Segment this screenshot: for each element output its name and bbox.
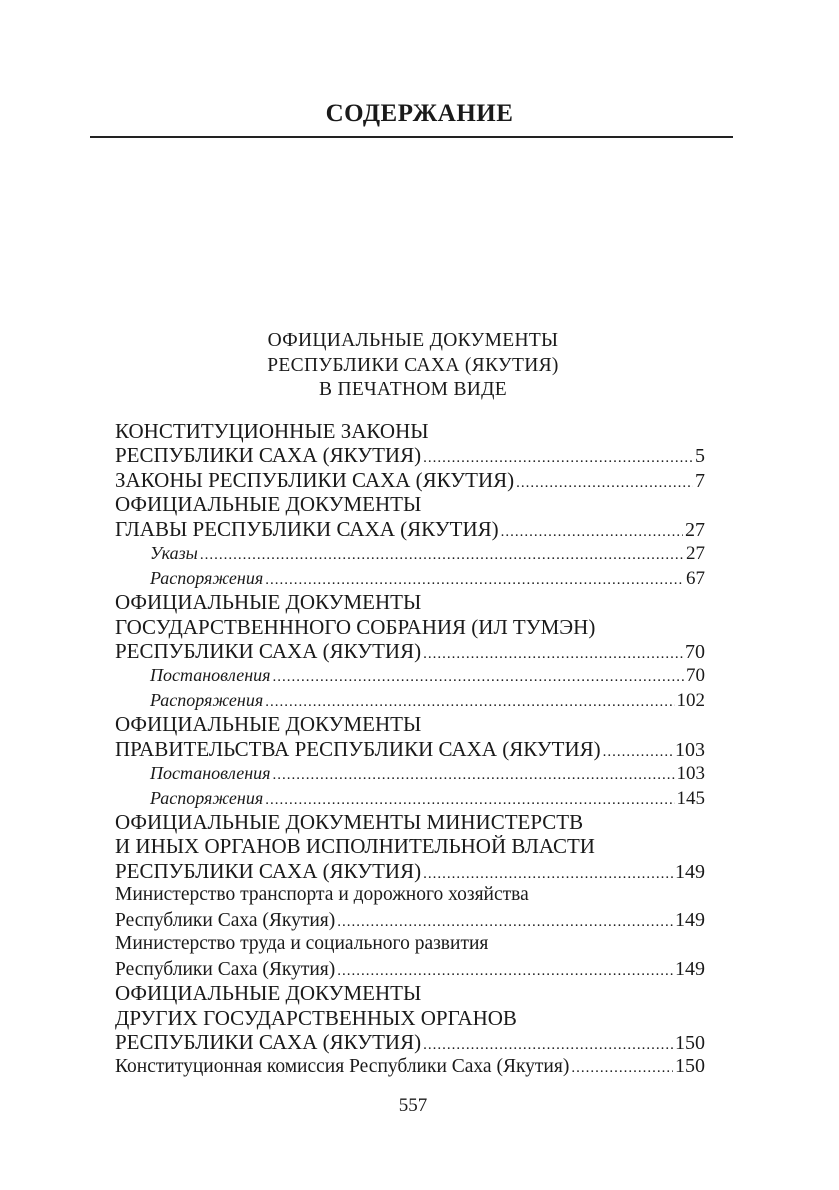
toc-entry[interactable] [115, 1054, 705, 1078]
toc-entry-page: 67 [686, 567, 705, 589]
heading-line: РЕСПУБЛИКИ САХА (ЯКУТИЯ) [267, 354, 559, 376]
toc-entry[interactable] [115, 859, 705, 883]
toc-entry-label: РЕСПУБЛИКИ САХА (ЯКУТИЯ) [115, 638, 422, 663]
dot-leader [516, 471, 693, 495]
toc-entry-label: ПРАВИТЕЛЬСТВА РЕСПУБЛИКИ САХА (ЯКУТИЯ) [115, 736, 601, 761]
toc-entry[interactable] [115, 786, 705, 810]
toc-entry-label: Постановления [150, 763, 271, 784]
toc-entry [115, 419, 705, 443]
toc-entry-label: ОФИЦИАЛЬНЫЕ ДОКУМЕНТЫ [115, 590, 422, 615]
toc-entry-label: Указы [150, 543, 198, 564]
toc-entry [115, 834, 705, 858]
toc-entry-page: 27 [686, 543, 705, 565]
toc-entry[interactable] [115, 468, 705, 492]
toc-entry-page: 150 [675, 1055, 705, 1078]
toc-entry-label: ГЛАВЫ РЕСПУБЛИКИ САХА (ЯКУТИЯ) [115, 516, 499, 541]
toc-entry [115, 932, 705, 956]
heading-line: ОФИЦИАЛЬНЫЕ ДОКУМЕНТЫ [267, 330, 559, 351]
toc-entry-label: ЗАКОНЫ РЕСПУБЛИКИ САХА (ЯКУТИЯ) [115, 467, 515, 492]
toc-entry-page: 5 [695, 445, 705, 468]
toc-entry-page: 150 [675, 1031, 705, 1054]
toc-entry-label: ОФИЦИАЛЬНЫЕ ДОКУМЕНТЫ [115, 981, 422, 1006]
toc-entry-page: 70 [685, 640, 705, 663]
table-of-contents [115, 419, 705, 1079]
dot-leader [337, 910, 673, 934]
page-number: 557 [398, 1095, 428, 1116]
toc-entry-page: 7 [695, 469, 705, 492]
toc-entry[interactable] [115, 908, 705, 932]
dot-leader [423, 1033, 673, 1057]
toc-entry-label: Конституционная комиссия Республики Саха (Якутия) [115, 1056, 570, 1078]
toc-entry [115, 883, 705, 907]
dot-leader [423, 642, 683, 666]
toc-entry-label: ГОСУДАРСТВЕНННОГО СОБРАНИЯ (ИЛ ТУМЭН) [115, 614, 596, 639]
dot-leader [501, 520, 683, 544]
toc-entry[interactable] [115, 957, 705, 981]
toc-entry[interactable] [115, 663, 705, 687]
toc-entry-label: ОФИЦИАЛЬНЫЕ ДОКУМЕНТЫ МИНИСТЕРСТВ [115, 810, 584, 834]
dot-leader [265, 788, 674, 812]
toc-entry-page: 149 [675, 957, 705, 980]
toc-entry [115, 712, 705, 736]
toc-entry-page: 103 [676, 763, 705, 785]
toc-entry-page: 149 [675, 860, 705, 883]
heading-line: В ПЕЧАТНОМ ВИДЕ [318, 379, 507, 400]
toc-entry-label: И ИНЫХ ОРГАНОВ ИСПОЛНИТЕЛЬНОЙ ВЛАСТИ [115, 834, 595, 859]
toc-entry-label: РЕСПУБЛИКИ САХА (ЯКУТИЯ) [115, 443, 422, 468]
toc-entry[interactable] [115, 761, 705, 785]
toc-entry [115, 590, 705, 614]
dot-leader [273, 665, 684, 689]
toc-entry-label: ДРУГИХ ГОСУДАРСТВЕННЫХ ОРГАНОВ [115, 1005, 517, 1030]
dot-leader [571, 1056, 673, 1080]
toc-entry[interactable] [115, 566, 705, 590]
toc-entry-label: РЕСПУБЛИКИ САХА (ЯКУТИЯ) [115, 1029, 422, 1054]
toc-entry [115, 810, 705, 834]
toc-entry [115, 981, 705, 1005]
toc-entry-label: КОНСТИТУЦИОННЫЕ ЗАКОНЫ [115, 419, 429, 443]
dot-leader [200, 543, 684, 567]
toc-entry [115, 1006, 705, 1030]
toc-entry[interactable] [115, 639, 705, 663]
toc-entry-label: ОФИЦИАЛЬНЫЕ ДОКУМЕНТЫ [115, 492, 422, 517]
toc-entry-label: Министерство транспорта и дорожного хозяйства [115, 884, 529, 906]
toc-entry-label: Распоряжения [150, 689, 264, 710]
toc-entry-label: Распоряжения [150, 787, 264, 808]
toc-entry[interactable] [115, 1030, 705, 1054]
toc-entry-label: Распоряжения [150, 567, 264, 588]
section-heading [0, 329, 826, 403]
toc-entry-page: 149 [675, 908, 705, 931]
toc-entry[interactable] [115, 517, 705, 541]
dot-leader [265, 568, 684, 592]
dot-leader [603, 740, 673, 764]
toc-entry-page: 70 [686, 665, 705, 687]
toc-entry[interactable] [115, 737, 705, 761]
toc-entry [115, 492, 705, 516]
title-rule [90, 136, 733, 138]
toc-entry-label: Республики Саха (Якутия) [115, 958, 336, 980]
toc-entry-label: Министерство труда и социального развития [115, 933, 489, 955]
toc-entry-page: 145 [676, 787, 705, 809]
toc-entry [115, 615, 705, 639]
toc-entry-label: РЕСПУБЛИКИ САХА (ЯКУТИЯ) [115, 858, 422, 883]
toc-entry[interactable] [115, 541, 705, 565]
dot-leader [265, 690, 674, 714]
page-title: СОДЕРЖАНИЕ [325, 100, 514, 127]
toc-entry-label: ОФИЦИАЛЬНЫЕ ДОКУМЕНТЫ [115, 712, 422, 737]
toc-entry[interactable] [115, 688, 705, 712]
toc-entry[interactable] [115, 443, 705, 467]
toc-entry-page: 27 [685, 518, 705, 541]
toc-entry-page: 103 [675, 738, 705, 761]
toc-entry-label: Постановления [150, 665, 271, 686]
dot-leader [337, 959, 673, 983]
dot-leader [273, 763, 675, 787]
toc-entry-label: Республики Саха (Якутия) [115, 909, 336, 931]
toc-entry-page: 102 [676, 689, 705, 711]
